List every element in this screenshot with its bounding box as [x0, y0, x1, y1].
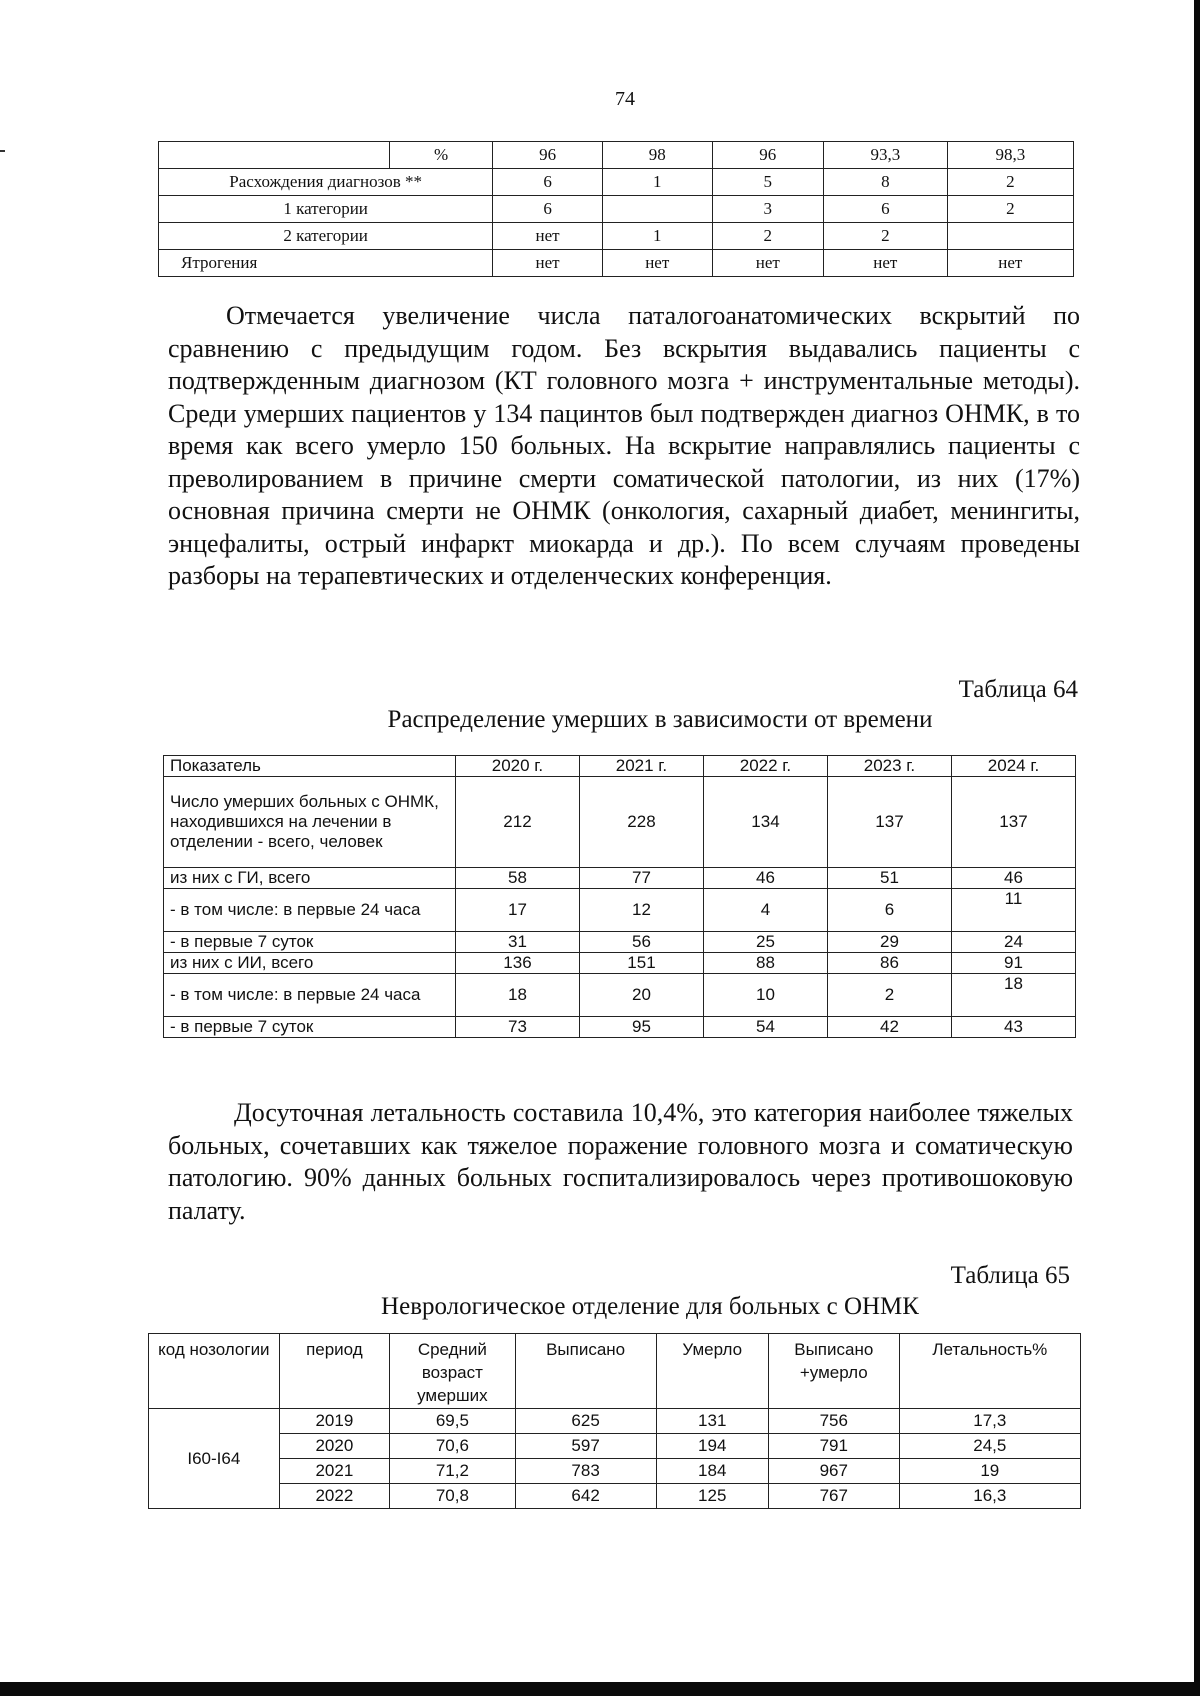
table-cell: 17,3 [899, 1409, 1080, 1434]
row-label: - в первые 7 суток [164, 932, 456, 953]
table-cell: 70,8 [390, 1484, 516, 1509]
neurology-department-table [148, 1333, 1081, 1509]
table-row [149, 1459, 1081, 1484]
table-cell: 6 [493, 196, 603, 223]
table-cell: 96 [493, 142, 603, 169]
table-header-row [164, 756, 1076, 777]
percent-label: % [434, 145, 449, 164]
table-cell: 98 [602, 142, 712, 169]
row-label: 1 категории [159, 196, 493, 223]
table-cell: 5 [712, 169, 823, 196]
column-header: Средний возраст умерших [390, 1334, 516, 1409]
table-cell: 967 [768, 1459, 899, 1484]
table-cell: 125 [656, 1484, 768, 1509]
table-cell: 56 [579, 932, 703, 953]
table-row [164, 953, 1076, 974]
column-header: 2020 г. [455, 756, 579, 777]
column-header: 2022 г. [703, 756, 827, 777]
table-cell: 2021 [279, 1459, 389, 1484]
table-cell: 73 [455, 1017, 579, 1038]
body-paragraph-2: Досуточная летальность составила 10,4%, это категория наиболее тяжелых больных, сочетавших как тяжелое поражение головного мозга и соматическую патологию. 90% данных больных госпитализировалось через противошоковую палату. [168, 1098, 1073, 1225]
table-cell: 2022 [279, 1484, 389, 1509]
table-65-label: Таблица 65 [950, 1262, 1070, 1289]
table-cell: 2 [827, 974, 951, 1017]
table-cell: 2 [824, 223, 948, 250]
table-cell: нет [712, 250, 823, 277]
table-row [164, 889, 1076, 932]
table-row [164, 777, 1076, 868]
table-cell: 17 [455, 889, 579, 932]
column-header: Выписано [515, 1334, 656, 1409]
table-row [164, 974, 1076, 1017]
table-cell: 791 [768, 1434, 899, 1459]
table-cell: 19 [899, 1459, 1080, 1484]
table-cell: 2020 [279, 1434, 389, 1459]
column-header: Показатель [164, 756, 456, 777]
table-cell: 71,2 [390, 1459, 516, 1484]
table-cell: 2 [947, 196, 1073, 223]
table-cell: 91 [951, 953, 1075, 974]
table-cell: 12 [579, 889, 703, 932]
table-cell: 134 [703, 777, 827, 868]
table-cell: 96 [712, 142, 823, 169]
table-64-title: Распределение умерших в зависимости от времени [387, 706, 933, 733]
table-cell: нет [947, 250, 1073, 277]
table-row [159, 250, 1074, 277]
table-cell: 194 [656, 1434, 768, 1459]
table-cell: 1 [602, 223, 712, 250]
table-cell: 70,6 [390, 1434, 516, 1459]
table-cell: 43 [951, 1017, 1075, 1038]
table-row [164, 1017, 1076, 1038]
table-cell: 597 [515, 1434, 656, 1459]
table-cell: 642 [515, 1484, 656, 1509]
row-label: из них с ИИ, всего [164, 953, 456, 974]
table-row [149, 1484, 1081, 1509]
table-row [164, 932, 1076, 953]
table-cell: 6 [824, 196, 948, 223]
body-paragraph-1: Отмечается увеличение числа паталогоанатомических вскрытий по сравнению с предыдущим годом. Без вскрытия выдавались пациенты с подтвержденным диагнозом (КТ головного мозга + инструментальные методы). Среди умерших пациентов у 134 пацинтов был подтвержден диагноз ОНМК, в то время как всего умерло 150 больных. На вскрытие направлялись пациенты с преволированием в причине смерти соматической патологии, из них (17%) основная причина смерти не ОНМК (онкология, сахарный диабет, менингиты, энцефалиты, острый инфаркт миокарда и др.). По всем случаям проведены разборы на терапевтических и отделенческих конференция. [168, 301, 1080, 590]
table-cell: 24,5 [899, 1434, 1080, 1459]
table-cell: 95 [579, 1017, 703, 1038]
column-header: период [279, 1334, 389, 1409]
table-cell: 93,3 [824, 142, 948, 169]
table-cell: 86 [827, 953, 951, 974]
table-cell: нет [493, 223, 603, 250]
page-number: 74 [615, 88, 635, 110]
table-cell: 228 [579, 777, 703, 868]
table-cell: нет [824, 250, 948, 277]
table-cell: 46 [703, 868, 827, 889]
column-header: 2024 г. [951, 756, 1075, 777]
table-cell: 6 [827, 889, 951, 932]
column-header: Умерло [656, 1334, 768, 1409]
table-cell: 42 [827, 1017, 951, 1038]
table-cell: 25 [703, 932, 827, 953]
table-row [164, 868, 1076, 889]
diagnosis-table [158, 141, 1074, 277]
row-label: Расхождения диагнозов ** [159, 169, 493, 196]
table-cell: 756 [768, 1409, 899, 1434]
column-header: Летальность% [899, 1334, 1080, 1409]
table-cell: 10 [703, 974, 827, 1017]
row-label: Число умерших больных с ОНМК, находившихся на лечении в отделении - всего, человек [164, 777, 456, 868]
table-cell: 16,3 [899, 1484, 1080, 1509]
table-cell: 46 [951, 868, 1075, 889]
table-cell: 136 [455, 953, 579, 974]
column-header: код нозологии [149, 1334, 280, 1409]
table-cell: 69,5 [390, 1409, 516, 1434]
deaths-by-time-table [163, 755, 1076, 1038]
table-row [159, 223, 1074, 250]
table-cell: 6 [493, 169, 603, 196]
table-64-label: Таблица 64 [958, 676, 1078, 703]
table-cell: 137 [951, 777, 1075, 868]
scan-edge-mark [0, 150, 5, 152]
table-row [159, 169, 1074, 196]
table-cell: 212 [455, 777, 579, 868]
column-header: 2021 г. [579, 756, 703, 777]
table-cell: 625 [515, 1409, 656, 1434]
table-header-row [149, 1334, 1081, 1409]
table-cell: 137 [827, 777, 951, 868]
row-label: 2 категории [159, 223, 493, 250]
table-cell: 1 [602, 169, 712, 196]
table-cell: 8 [824, 169, 948, 196]
row-label: из них с ГИ, всего [164, 868, 456, 889]
table-cell: 767 [768, 1484, 899, 1509]
table-row [149, 1434, 1081, 1459]
table-cell: 184 [656, 1459, 768, 1484]
table-cell: 131 [656, 1409, 768, 1434]
table-cell: нет [493, 250, 603, 277]
table-cell: 58 [455, 868, 579, 889]
table-cell: 4 [703, 889, 827, 932]
row-label: - в первые 7 суток [164, 1017, 456, 1038]
table-cell: 31 [455, 932, 579, 953]
table-cell: 2019 [279, 1409, 389, 1434]
scan-border-right [1194, 0, 1200, 1696]
table-row [159, 142, 1074, 169]
table-cell: 2 [712, 223, 823, 250]
row-label: - в том числе: в первые 24 часа [164, 974, 456, 1017]
table-cell: 151 [579, 953, 703, 974]
table-65-title: Неврологическое отделение для больных с ОНМК [381, 1293, 919, 1320]
table-cell: 783 [515, 1459, 656, 1484]
table-cell: нет [602, 250, 712, 277]
table-cell: 20 [579, 974, 703, 1017]
table-cell: 3 [712, 196, 823, 223]
row-label: - в том числе: в первые 24 часа [164, 889, 456, 932]
column-header: Выписано +умерло [768, 1334, 899, 1409]
table-cell [947, 223, 1073, 250]
table-cell: 2 [947, 169, 1073, 196]
table-cell: 18 [455, 974, 579, 1017]
table-cell: 98,3 [947, 142, 1073, 169]
table-cell: 77 [579, 868, 703, 889]
table-cell: 29 [827, 932, 951, 953]
column-header: 2023 г. [827, 756, 951, 777]
table-cell [602, 196, 712, 223]
table-row [159, 196, 1074, 223]
scan-border-bottom [0, 1682, 1200, 1696]
row-label: Ятрогения [159, 250, 493, 277]
table-row [149, 1409, 1081, 1434]
nosology-code: I60-I64 [149, 1409, 280, 1509]
table-cell: 88 [703, 953, 827, 974]
table-cell: 18 [951, 974, 1075, 1017]
table-cell: 54 [703, 1017, 827, 1038]
table-cell: 24 [951, 932, 1075, 953]
table-cell: 11 [951, 889, 1075, 932]
table-cell: 51 [827, 868, 951, 889]
